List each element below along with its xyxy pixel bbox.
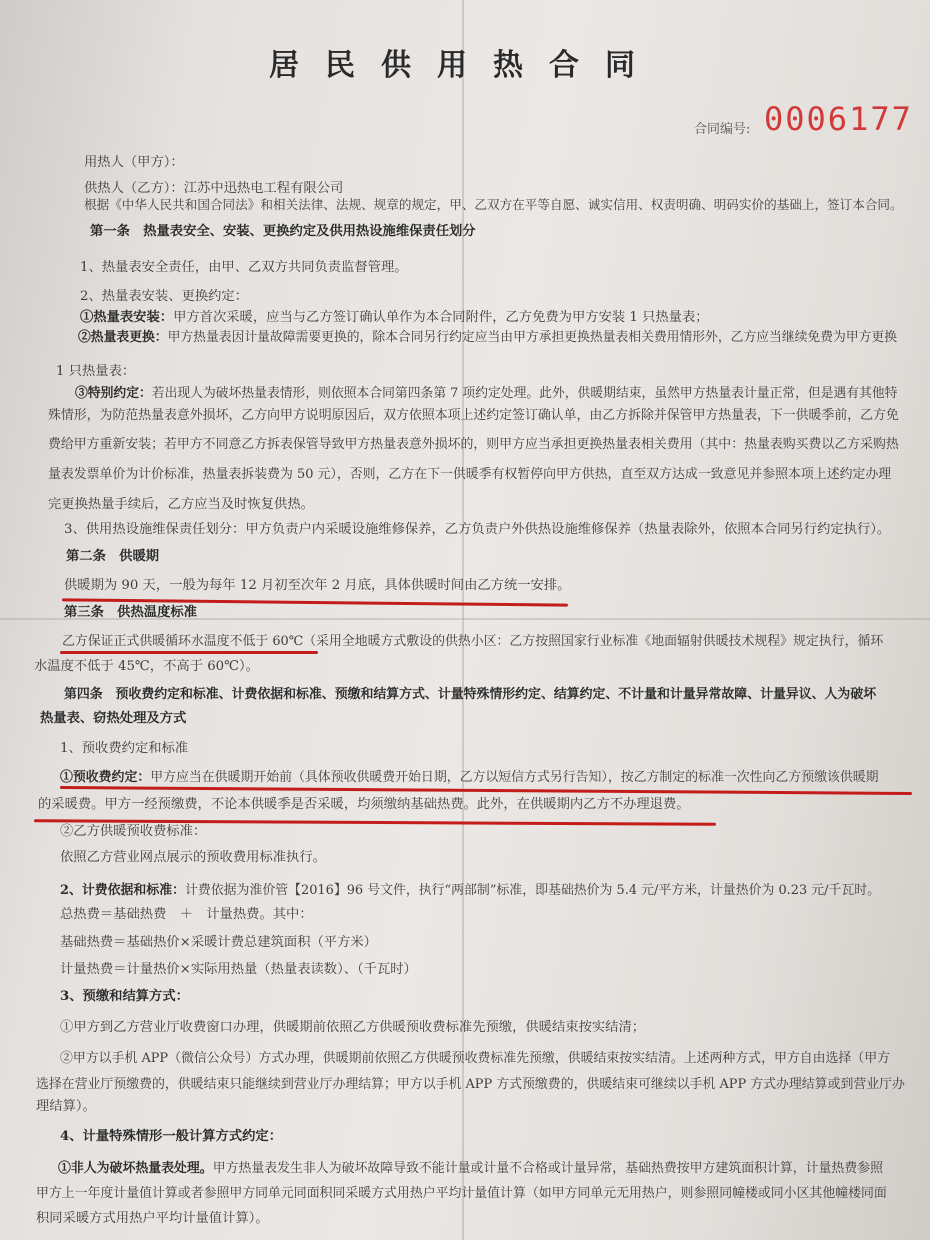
term-label: ①热量表安装：: [80, 310, 174, 325]
text-line: 甲方上一年度计量值计算或者参照甲方同单元同面积同采暖方式用热户平均计量值计算（如甲方同单元无用热户，则参照同幢楼或同小区其他幢楼同面: [36, 1186, 887, 1201]
term-text: 甲方应当在供暖期开始前（具体预收供暖费开始日期，乙方以短信方式另行告知），按乙方制定的标准一次性向乙方预缴该供暖期: [150, 770, 879, 785]
text-line: 理结算）。: [36, 1099, 96, 1114]
text-line: [78, 329, 897, 347]
text-line: 3、供用热设施维保责任划分：甲方负责户内采暖设施维修保养，乙方负责户外供热设施维修保养（热量表除外，依照本合同另行约定执行）。: [64, 522, 891, 537]
temperature-line: 乙方保证正式供暖循环水温度不低于 60℃（采用全地暖方式敷设的供热小区：乙方按照国家行业标准《地面辐射供暖技术规程》规定执行，循环: [62, 634, 884, 649]
text-line: 费给甲方重新安装；若甲方不同意乙方拆表保管导致甲方热量表意外损坏的，则甲方应当承担更换热量表相关费用（其中：热量表购买费以乙方采购热: [48, 437, 899, 452]
party-b-line: 供热人（乙方）：江苏中迅热电工程有限公司: [84, 181, 344, 196]
red-underline-temperature: [60, 651, 318, 654]
term-text: 若出现人为破坏热量表情形，则依照本合同第四条第 7 项约定处理。此外，供暖期结束，虽然甲方热量表计量正常，但是遇有其他特: [151, 386, 898, 401]
text-line: ②甲方以手机 APP（微信公众号）方式办理，供暖期前依照乙方供暖预收费标准先预缴，供暖结束按实结清。上述两种方式，甲方自由选择（甲方: [60, 1051, 890, 1066]
article-1-heading: 第一条 热量表安全、安装、更换约定及供用热设施维保责任划分: [90, 224, 476, 239]
text-line: 积同采暖方式用热户平均计量值计算）。: [36, 1211, 269, 1226]
formula-line: 总热费＝基础热费 ＋ 计量热费。其中：: [60, 907, 313, 922]
article-3-heading: 第三条 供热温度标准: [64, 605, 197, 620]
term-text: 计费依据为淮价管【2016】96 号文件，执行“两部制”标准，即基础热价为 5.4 元/平方米，计量热价为 0.23 元/千瓦时。: [185, 883, 881, 898]
term-text: 甲方热量表发生非人为破坏故障导致不能计量或计量不合格或计量异常，基础热费按甲方建筑面积计算，计量热费参照: [212, 1161, 883, 1176]
article-4-heading-cont: 热量表、窃热处理及方式: [40, 711, 187, 726]
text-line: 选择在营业厅预缴费的，供暖结束只能继续到营业厅办理结算；甲方以手机 APP 方式预缴费的，供暖结束可继续以手机 APP 方式办理结算或到营业厅办: [36, 1077, 905, 1092]
preamble-line: 根据《中华人民共和国合同法》和相关法律、法规、规章的规定，甲、乙双方在平等自愿、诚实信用、权责明确、明码实价的基础上，签订本合同。: [84, 197, 903, 212]
contract-title: 居民供用热合同: [269, 48, 661, 83]
text-line: ②乙方供暖预收费标准：: [60, 824, 207, 839]
text-line: ①甲方到乙方营业厅收费窗口办理，供暖期前依照乙方供暖预收费标准先预缴，供暖结束按实结清；: [60, 1020, 646, 1035]
text-line: 殊情形，为防范热量表意外损坏，乙方向甲方说明原因后，双方依照本项上述约定签订确认单，由乙方拆除并保管甲方热量表，下一供暖季前，乙方免: [48, 408, 899, 423]
text-line: [80, 309, 709, 327]
red-underline-prepayment: [60, 786, 912, 795]
text-line: [75, 385, 897, 403]
billing-line: [60, 882, 880, 900]
text-line: 量表发票单价为计价标准，热量表拆装费为 50 元），否则，乙方在下一供暖季有权暂停向甲方供热，直至双方达成一致意见并参照本项上述约定办理: [48, 467, 892, 482]
term-label: 2、计费依据和标准：: [60, 883, 185, 898]
text-line: 水温度不低于 45℃，不高于 60℃）。: [34, 659, 259, 674]
term-label: ①预收费约定：: [60, 770, 151, 785]
contract-number: 0006177: [764, 100, 913, 138]
term-label: ②热量表更换：: [78, 330, 168, 345]
text-line: [58, 1160, 883, 1178]
term-label: ①非人为破坏热量表处理。: [58, 1161, 213, 1176]
heating-period-line: 供暖期为 90 天，一般为每年 12 月初至次年 2 月底，具体供暖时间由乙方统一安排。: [64, 578, 571, 593]
prepayment-line: [60, 769, 879, 787]
text-line: 1、热量表安全责任，由甲、乙双方共同负责监督管理。: [80, 260, 408, 275]
formula-line: 计量热费＝计量热价×实际用热量（热量表读数）、（千瓦时）: [60, 962, 417, 977]
text-line: 2、热量表安装、更换约定：: [80, 289, 249, 304]
party-a-line: 用热人（甲方）：: [84, 155, 184, 170]
term-label: ③特别约定：: [75, 386, 152, 401]
formula-line: 基础热费＝基础热价×采暖计费总建筑面积（平方米）: [60, 935, 377, 950]
section-heading: 3、预缴和结算方式：: [60, 989, 189, 1004]
article-2-heading: 第二条 供暖期: [66, 549, 160, 564]
prepayment-line-cont: 的采暖费。甲方一经预缴费，不论本供暖季是否采暖，均须缴纳基础热费。此外，在供暖期内乙方不办理退费。: [38, 797, 690, 812]
text-line: 依照乙方营业网点展示的预收费用标准执行。: [60, 850, 326, 865]
text-line: 完更换热量手续后，乙方应当及时恢复供热。: [48, 497, 314, 512]
article-4-heading: 第四条 预收费约定和标准、计费依据和标准、预缴和结算方式、计量特殊情形约定、结算约定、不计量和计量异常故障、计量异议、人为破坏: [64, 687, 877, 702]
term-text: 甲方热量表因计量故障需要更换的，除本合同另行约定应当由甲方承担更换热量表相关费用情形外，乙方应当继续免费为甲方更换: [167, 330, 897, 345]
section-heading: 4、计量特殊情形一般计算方式约定：: [60, 1129, 283, 1144]
text-line: 1、预收费约定和标准: [60, 741, 189, 756]
term-text: 甲方首次采暖，应当与乙方签订确认单作为本合同附件，乙方免费为甲方安装 1 只热量表；: [173, 310, 709, 325]
contract-number-label: 合同编号:: [694, 122, 751, 137]
text-line: 1 只热量表：: [56, 364, 136, 379]
